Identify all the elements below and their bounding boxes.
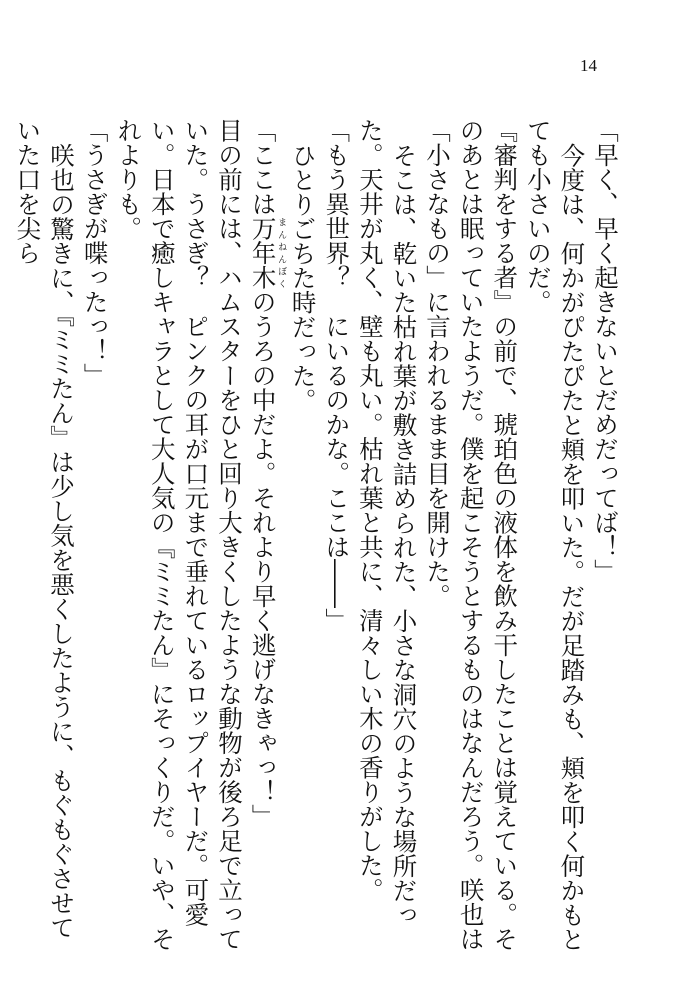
paragraph-2: [521, 118, 588, 958]
paragraph-7-before: 「ここは: [248, 118, 278, 216]
paragraph-8-text: 目の前には、ハムスターをひと回り大きくしたような動物が後ろ足で立っていた。うさぎ？ ピンクの耳が口元まで垂れているロップイヤーだ。可愛い。日本で癒しキャラとして大人気の『ミミたん』にそっくりだ。いや、それよりも。: [114, 118, 244, 951]
paragraph-10: [11, 118, 78, 958]
paragraph-1: [588, 118, 622, 958]
paragraph-6-text: ひとりごちた時だった。: [288, 142, 318, 412]
paragraph-9-text: 「うさぎが喋ったっ！」: [80, 118, 110, 388]
paragraph-5-text: 「もう異世界？ にいるのかな。ここは――」: [322, 118, 352, 633]
paragraph-8: [112, 118, 246, 958]
furigana-mannenboku: [248, 216, 287, 290]
paragraph-3-text: 『審判をする者』の前で、琥珀色の液体を飲み干したことは覚えている。そのあとは眠っていたようだ。僕を起こそうとするものはなんだろう。咲也は「小さなもの」に言われるまま目を開けた。: [423, 118, 520, 951]
paragraph-6: [286, 118, 320, 958]
paragraph-5: [320, 118, 354, 958]
paragraph-7: [246, 118, 286, 958]
paragraph-3: [420, 118, 521, 958]
paragraph-1-text: 「早く、早く起きないとだめだってば！」: [591, 118, 620, 584]
ruby-reading: まんねんぼく: [276, 216, 287, 290]
paragraph-10-text: 咲也の驚きに、『ミミたん』は少し気を悪くしたように、もぐもぐさせていた口を尖ら: [13, 118, 76, 939]
page-number: 14: [580, 56, 597, 75]
ruby-base: 万年木: [248, 216, 278, 290]
paragraph-7-after: のうろの中だよ。それより早く逃げなきゃっ！」: [248, 289, 278, 829]
paragraph-9: [78, 118, 112, 958]
paragraph-4-text: そこは、乾いた枯れ葉が敷き詰められた、小さな洞穴のような場所だった。天井が丸く、壁も丸い。枯れ葉と共に、清々しい木の香りがした。: [355, 118, 419, 927]
paragraph-4: [353, 118, 420, 958]
paragraph-2-text: 今度は、何かがぴたぴたと頬を叩いた。だが足踏みも、頬を叩く何かもとても小さいのだ。: [523, 118, 587, 951]
vertical-text-body: [11, 118, 622, 958]
